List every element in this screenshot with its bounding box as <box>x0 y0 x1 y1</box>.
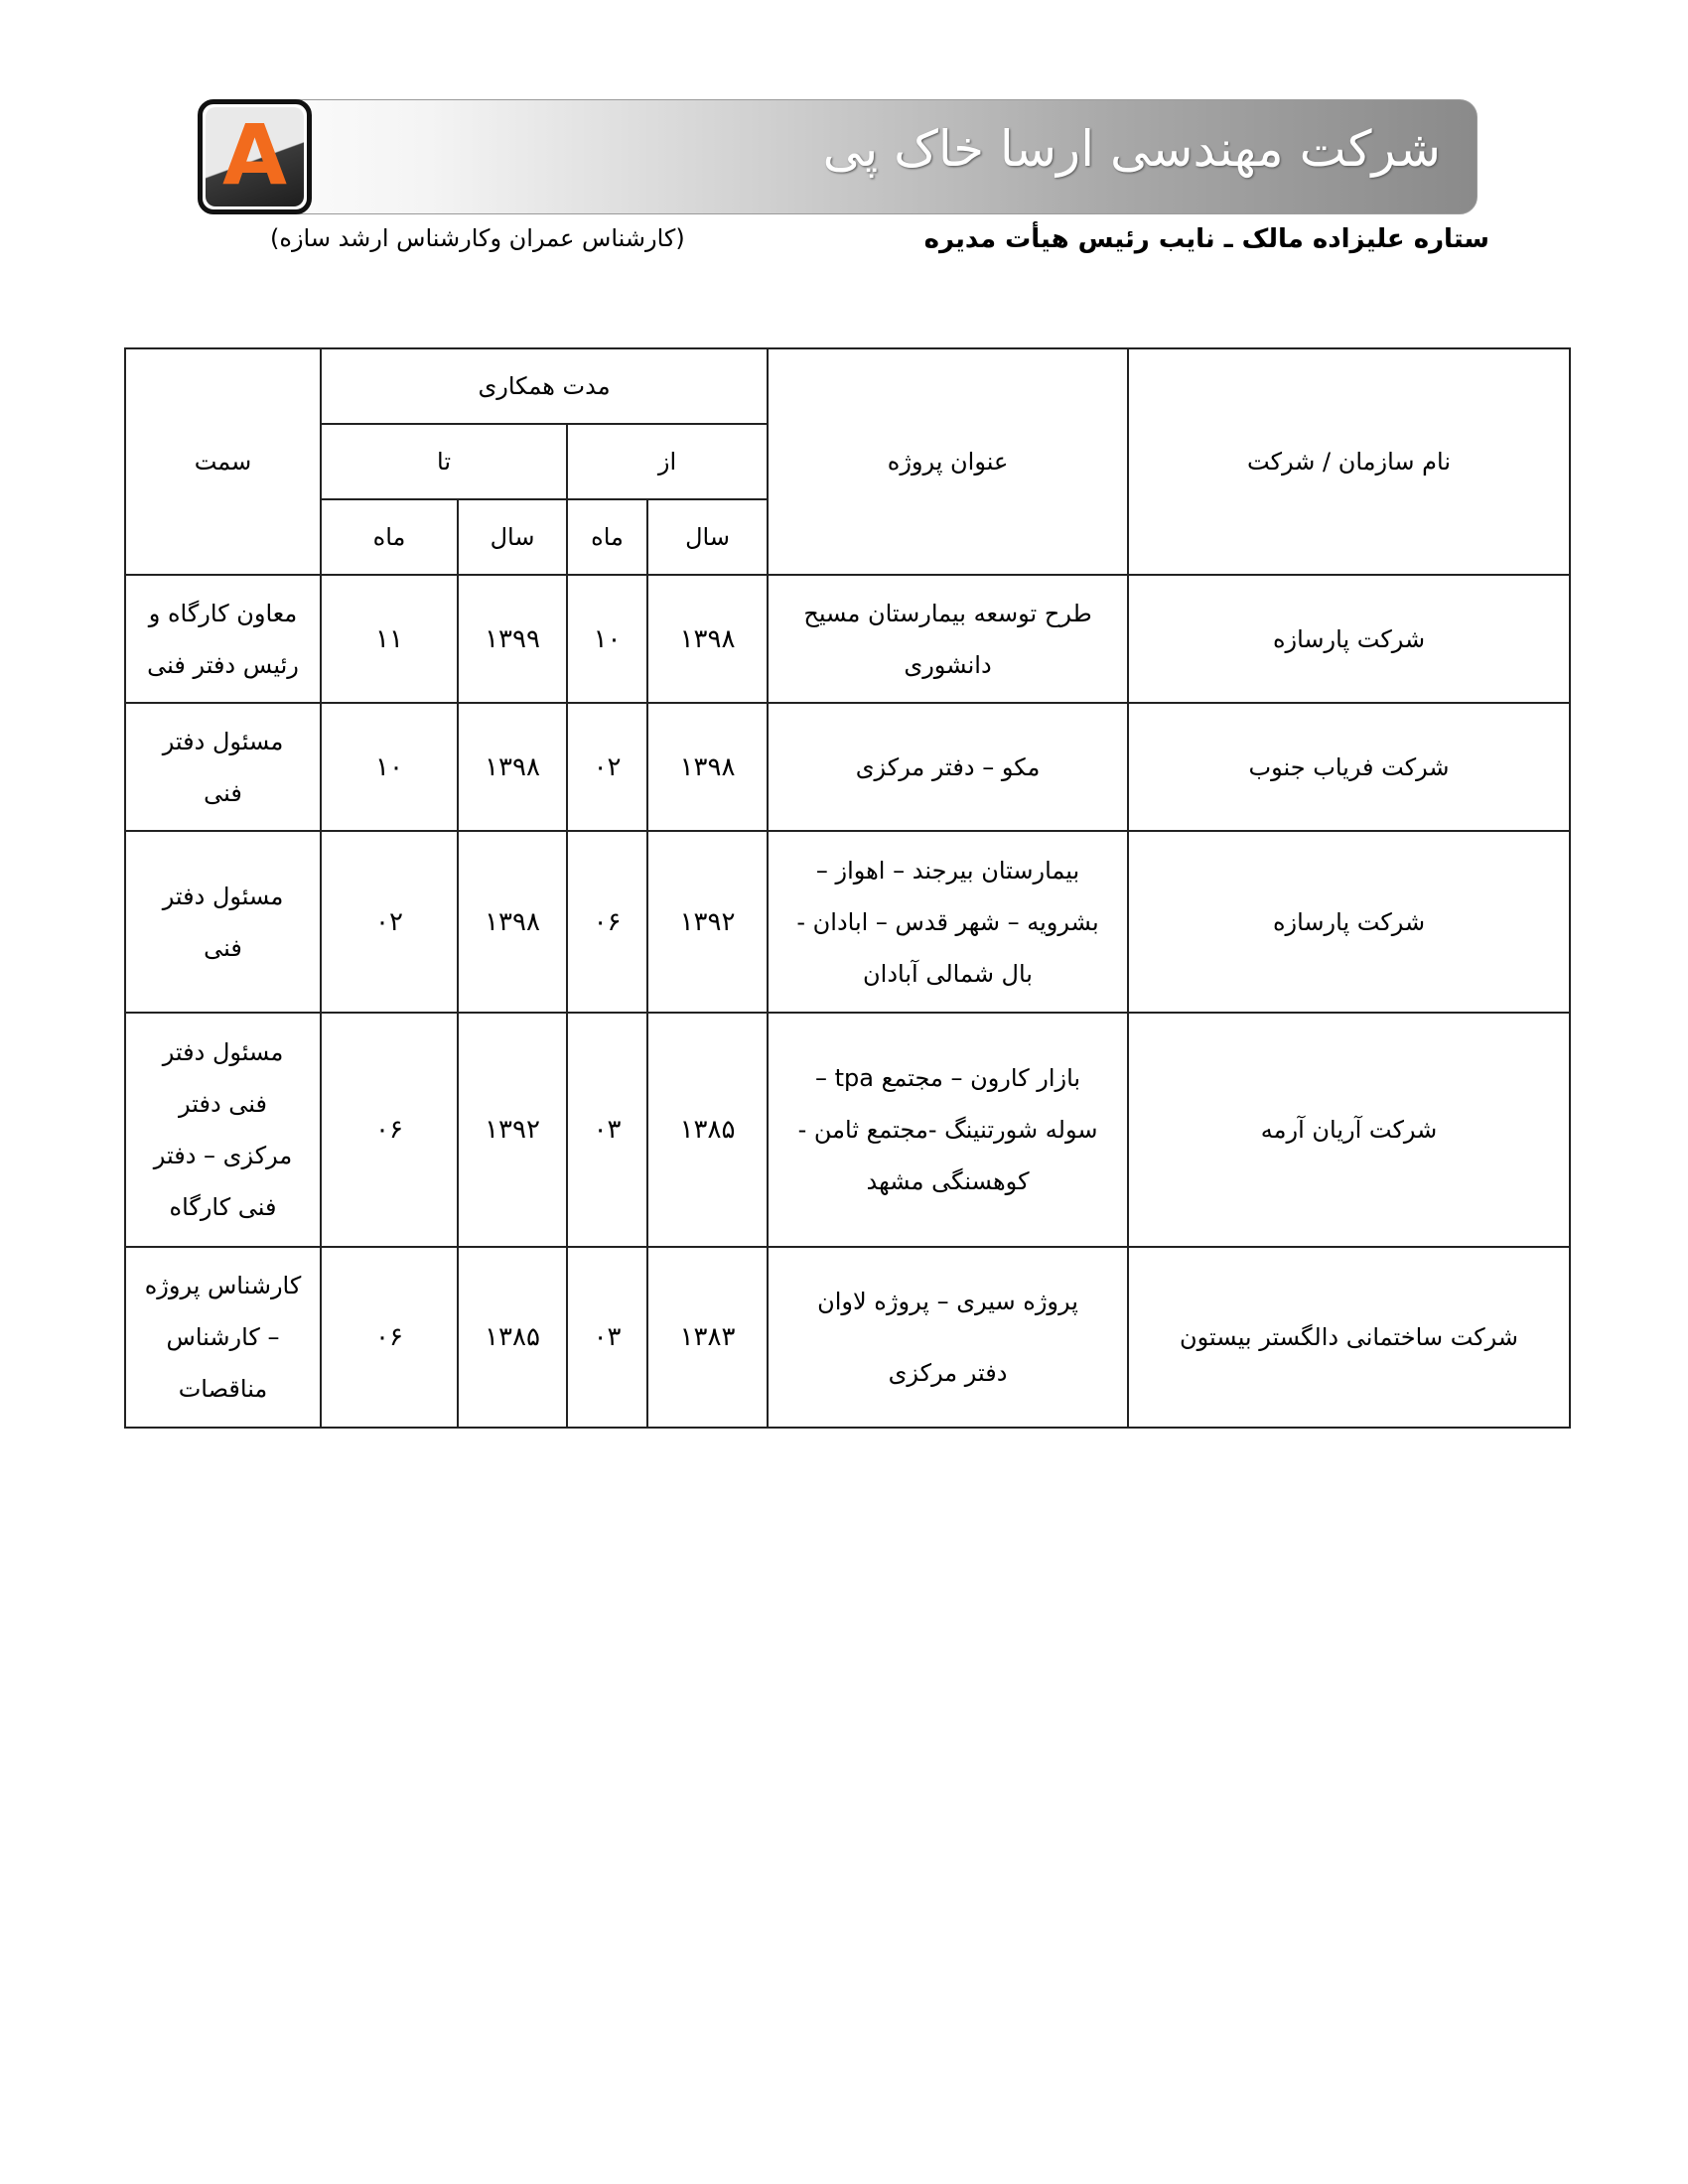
work-experience-table <box>124 347 1571 1429</box>
cell-position: مسئول دفتر فنی دفتر مرکزی – دفتر فنی کارگاه <box>125 1013 321 1247</box>
cell-project: بیمارستان بیرجند – اهواز – بشرویه – شهر قدس – ابادان - بال شمالی آبادان <box>768 831 1128 1013</box>
cell-to-year: ۱۳۹۹ <box>458 575 567 703</box>
cell-company: شرکت پارسازه <box>1128 575 1570 703</box>
cell-company: شرکت پارسازه <box>1128 831 1570 1013</box>
header-to: تا <box>321 424 567 499</box>
cell-to-year: ۱۳۸۵ <box>458 1247 567 1428</box>
cell-from-year: ۱۳۹۲ <box>647 831 768 1013</box>
header-to-month: ماه <box>321 499 458 575</box>
table-body <box>125 575 1570 1428</box>
cell-to-month: ۰۲ <box>321 831 458 1013</box>
cell-from-month: ۰۳ <box>567 1013 647 1247</box>
cell-from-year: ۱۳۹۸ <box>647 575 768 703</box>
cell-to-month: ۱۱ <box>321 575 458 703</box>
header-duration: مدت همکاری <box>321 348 768 424</box>
cell-company: شرکت فریاب جنوب <box>1128 703 1570 831</box>
cell-project: پروژه سیری – پروژه لاوان دفتر مرکزی <box>768 1247 1128 1428</box>
person-name-title: ستاره علیزاده مالک ـ نایب رئیس هیأت مدیره <box>923 224 1489 254</box>
cell-position: کارشناس پروژه – کارشناس مناقصات <box>125 1247 321 1428</box>
cell-to-month: ۰۶ <box>321 1013 458 1247</box>
cell-from-year: ۱۳۸۵ <box>647 1013 768 1247</box>
header-from-month: ماه <box>567 499 647 575</box>
header-project: عنوان پروژه <box>768 348 1128 575</box>
company-name: شرکت مهندسی ارسا خاک پی <box>822 120 1441 178</box>
header-position: سمت <box>125 348 321 575</box>
logo-letter: A <box>221 106 287 204</box>
cell-from-month: ۱۰ <box>567 575 647 703</box>
cell-from-year: ۱۳۸۳ <box>647 1247 768 1428</box>
cell-to-year: ۱۳۹۲ <box>458 1013 567 1247</box>
person-degree: (کارشناس عمران وکارشناس ارشد سازه) <box>270 224 685 252</box>
cell-project: طرح توسعه بیمارستان مسیح دانشوری <box>768 575 1128 703</box>
cell-position: مسئول دفتر فنی <box>125 831 321 1013</box>
cell-to-month: ۱۰ <box>321 703 458 831</box>
header-to-year: سال <box>458 499 567 575</box>
table-row <box>125 831 1570 1013</box>
cell-from-month: ۰۶ <box>567 831 647 1013</box>
header-company: نام سازمان / شرکت <box>1128 348 1570 575</box>
table-row <box>125 575 1570 703</box>
cell-from-month: ۰۳ <box>567 1247 647 1428</box>
cell-to-year: ۱۳۹۸ <box>458 703 567 831</box>
cell-position: مسئول دفتر فنی <box>125 703 321 831</box>
cell-from-month: ۰۲ <box>567 703 647 831</box>
header-banner <box>198 99 1477 214</box>
header-from-year: سال <box>647 499 768 575</box>
cell-from-year: ۱۳۹۸ <box>647 703 768 831</box>
table-row <box>125 1013 1570 1247</box>
cell-position: معاون کارگاه و رئیس دفتر فنی <box>125 575 321 703</box>
company-logo <box>198 99 312 214</box>
table-row <box>125 1247 1570 1428</box>
table-row <box>125 703 1570 831</box>
cell-to-year: ۱۳۹۸ <box>458 831 567 1013</box>
cell-project: بازار کارون – مجتمع tpa – سوله شورتنینگ -مجتمع ثامن - کوهسنگی مشهد <box>768 1013 1128 1247</box>
header-from: از <box>567 424 768 499</box>
cell-company: شرکت آریان آرمه <box>1128 1013 1570 1247</box>
cell-project: مکو – دفتر مرکزی <box>768 703 1128 831</box>
cell-to-month: ۰۶ <box>321 1247 458 1428</box>
table-header <box>125 348 1570 575</box>
cell-company: شرکت ساختمانی دالگستر بیستون <box>1128 1247 1570 1428</box>
